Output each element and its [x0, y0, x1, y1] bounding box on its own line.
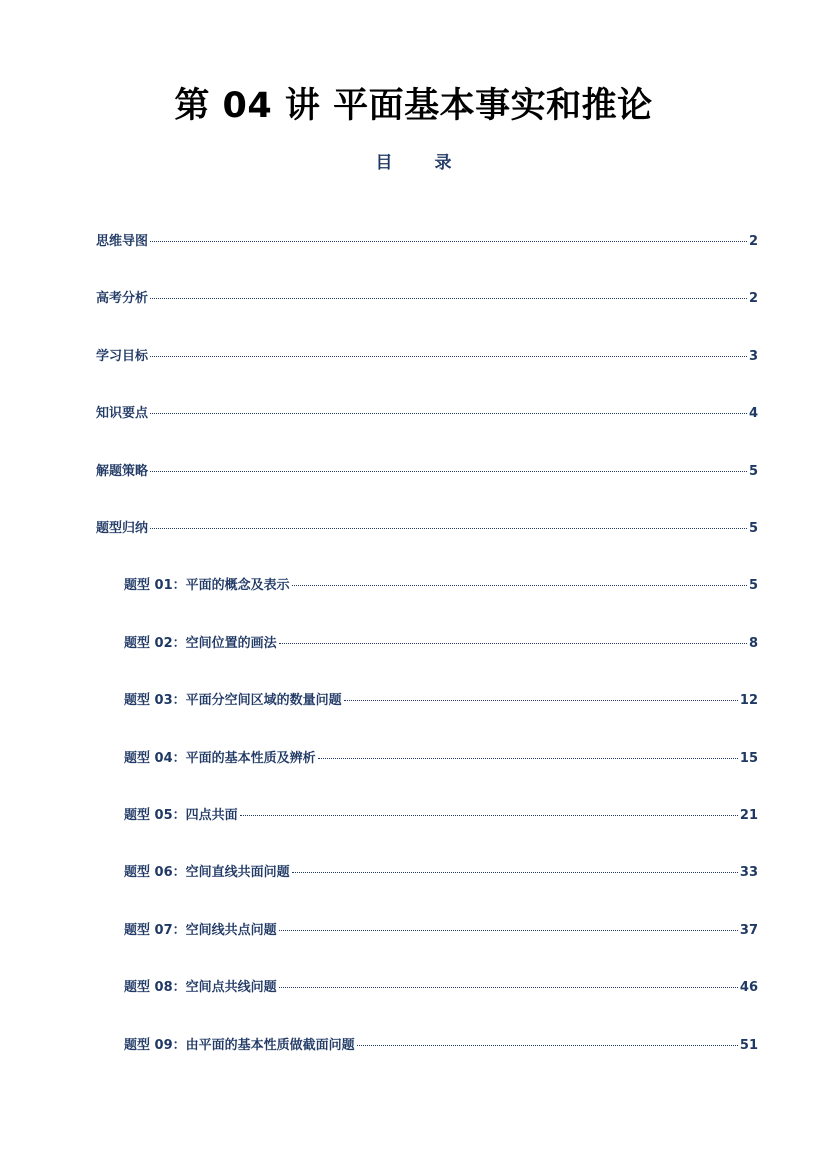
- toc-heading-right: 录: [434, 153, 452, 173]
- toc-entry[interactable]: [124, 804, 758, 824]
- toc-entry[interactable]: [96, 287, 758, 307]
- toc-entry-page-number: 37: [739, 922, 758, 938]
- toc-entry-label: 高考分析: [96, 291, 149, 307]
- toc-entry[interactable]: [124, 861, 758, 881]
- toc-leader-dots: [150, 298, 747, 299]
- toc-entry-page-number: 33: [739, 865, 758, 881]
- toc-entry[interactable]: [124, 1034, 758, 1054]
- toc-leader-dots: [292, 585, 747, 586]
- toc-entry-page-number: 4: [748, 406, 758, 422]
- toc-entry-label: 学习目标: [96, 348, 149, 364]
- toc-entry-label: 题型 09：由平面的基本性质做截面问题: [124, 1037, 355, 1053]
- toc-entry-page-number: 5: [748, 578, 758, 594]
- toc-entry[interactable]: [96, 517, 758, 537]
- toc-entry[interactable]: [124, 919, 758, 939]
- toc-entry-label: 题型归纳: [96, 521, 149, 536]
- toc-entry-page-number: 3: [748, 348, 758, 364]
- toc-entry-page-number: 21: [739, 808, 758, 823]
- toc-entry-label: 题型 05：四点共面: [124, 808, 238, 823]
- toc-entry-label: 思维导图: [96, 234, 149, 249]
- toc-entry-label: 题型 07：空间线共点问题: [124, 922, 277, 938]
- toc-entry-page-number: 5: [748, 463, 758, 479]
- toc-leader-dots: [240, 815, 738, 816]
- toc-leader-dots: [150, 413, 747, 414]
- toc-entry-page-number: 46: [739, 980, 758, 996]
- toc-leader-dots: [318, 758, 738, 759]
- page-title: 第 04 讲 平面基本事实和推论: [174, 86, 653, 126]
- toc-entry-page-number: 51: [739, 1037, 758, 1053]
- toc-entry[interactable]: [96, 345, 758, 365]
- toc-entry-page-number: 2: [748, 234, 758, 249]
- toc-leader-dots: [292, 872, 738, 873]
- toc-leader-dots: [150, 471, 747, 472]
- toc-entry[interactable]: [96, 230, 758, 250]
- toc-leader-dots: [150, 241, 747, 242]
- toc-entry[interactable]: [124, 632, 758, 652]
- toc-entry[interactable]: [124, 976, 758, 996]
- toc-entry-label: 题型 06：空间直线共面问题: [124, 865, 290, 881]
- toc-heading: [0, 148, 827, 173]
- toc-entry-page-number: 8: [748, 635, 758, 651]
- toc-entry-label: 知识要点: [96, 406, 149, 422]
- toc-leader-dots: [150, 528, 747, 529]
- toc-entry-label: 题型 04：平面的基本性质及辨析: [124, 750, 316, 766]
- toc-leader-dots: [344, 700, 738, 701]
- toc-entry-label: 题型 01：平面的概念及表示: [124, 578, 290, 594]
- toc-entry-label: 解题策略: [96, 463, 149, 479]
- toc-entry-page-number: 5: [748, 521, 758, 536]
- toc-heading-left: 目: [375, 153, 393, 173]
- toc-leader-dots: [279, 643, 747, 644]
- toc-entry[interactable]: [96, 402, 758, 422]
- toc-entry-label: 题型 03：平面分空间区域的数量问题: [124, 693, 342, 709]
- toc-leader-dots: [279, 930, 738, 931]
- toc-entry-page-number: 15: [739, 750, 758, 766]
- toc-entry[interactable]: [124, 747, 758, 767]
- toc-entry[interactable]: [124, 574, 758, 594]
- toc-entry-page-number: 2: [748, 291, 758, 307]
- toc-entry-label: 题型 08：空间点共线问题: [124, 980, 277, 996]
- toc-entry[interactable]: [124, 689, 758, 709]
- toc-leader-dots: [279, 987, 738, 988]
- toc-entry[interactable]: [96, 460, 758, 480]
- toc-entry-page-number: 12: [739, 693, 758, 709]
- toc-leader-dots: [150, 356, 747, 357]
- toc-leader-dots: [357, 1045, 738, 1046]
- toc-entry-label: 题型 02：空间位置的画法: [124, 635, 277, 651]
